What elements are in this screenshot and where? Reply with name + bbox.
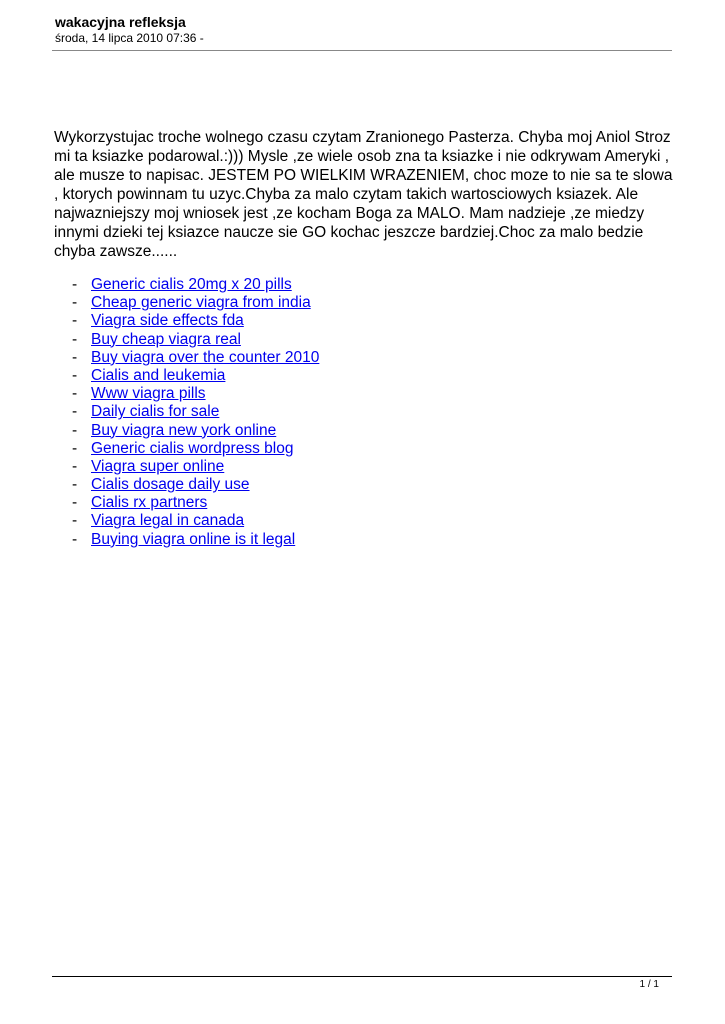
list-item [54,512,674,530]
page-header [55,14,672,46]
list-item [54,531,674,549]
list-item [54,294,674,312]
page-number: 1 / 1 [639,979,659,990]
list-item [54,331,674,349]
list-link[interactable]: Cialis rx partners [91,494,208,512]
list-bullet: - [72,530,78,548]
list-link[interactable]: Generic cialis wordpress blog [91,439,294,457]
list-bullet: - [72,366,78,384]
list-item [54,367,674,385]
list-item [54,403,674,421]
list-link[interactable]: Viagra super online [91,457,225,475]
list-bullet: - [72,439,78,457]
list-bullet: - [72,421,78,439]
list-link[interactable]: Viagra side effects fda [91,312,244,330]
list-link[interactable]: Buy viagra over the counter 2010 [91,348,320,366]
list-link[interactable]: Viagra legal in canada [91,512,245,530]
list-link[interactable]: Cheap generic viagra from india [91,294,311,312]
header-divider [52,50,672,51]
list-bullet: - [72,403,78,421]
list-item [54,458,674,476]
list-item [54,276,674,294]
list-bullet: - [72,494,78,512]
list-item [54,476,674,494]
list-link[interactable]: Generic cialis 20mg x 20 pills [91,276,292,293]
article-body: Wykorzystujac troche wolnego czasu czytam Zranionego Pasterza. Chyba moj Aniol Stroz mi ta ksiazke podarowal.:))) Mysle ,ze wiele osob zna ta ksiazke i nie odkrywam Ameryki , ale musze to napisac. JESTEM PO WIELKIM WRAZENIEM, choc moze to nie sa te slowa , ktorych powinnam tu uzyc.Chyba za malo czytam takich wartosciowych ksiazek. Ale najwazniejszy moj wniosek jest ,ze kocham Boga za MALO. Mam nadzieje ,ze miedzy innymi dzieki tej ksiazce naucze sie GO kochac jeszcze bardziej.Choc za malo bedzie chyba zawsze...... [54,129,673,260]
list-item [54,312,674,330]
list-item [54,440,674,458]
list-link[interactable]: Cialis and leukemia [91,366,226,384]
list-link[interactable]: Www viagra pills [91,385,206,403]
list-item [54,385,674,403]
list-item [54,494,674,512]
link-list [54,276,674,549]
footer-divider [52,976,672,977]
list-item [54,349,674,367]
list-bullet: - [72,476,78,494]
list-bullet: - [72,312,78,330]
list-bullet: - [72,512,78,530]
article-date: środa, 14 lipca 2010 07:36 - [55,31,204,45]
list-link[interactable]: Daily cialis for sale [91,403,220,421]
list-item [54,422,674,440]
article-title: wakacyjna refleksja [55,14,186,30]
list-bullet: - [72,348,78,366]
list-bullet: - [72,385,78,403]
list-link[interactable]: Buying viagra online is it legal [91,530,296,548]
list-bullet: - [72,457,78,475]
list-link[interactable]: Cialis dosage daily use [91,476,250,494]
list-link[interactable]: Buy viagra new york online [91,421,277,439]
list-bullet: - [72,276,78,293]
list-bullet: - [72,294,78,312]
list-bullet: - [72,330,78,348]
list-link[interactable]: Buy cheap viagra real [91,330,241,348]
